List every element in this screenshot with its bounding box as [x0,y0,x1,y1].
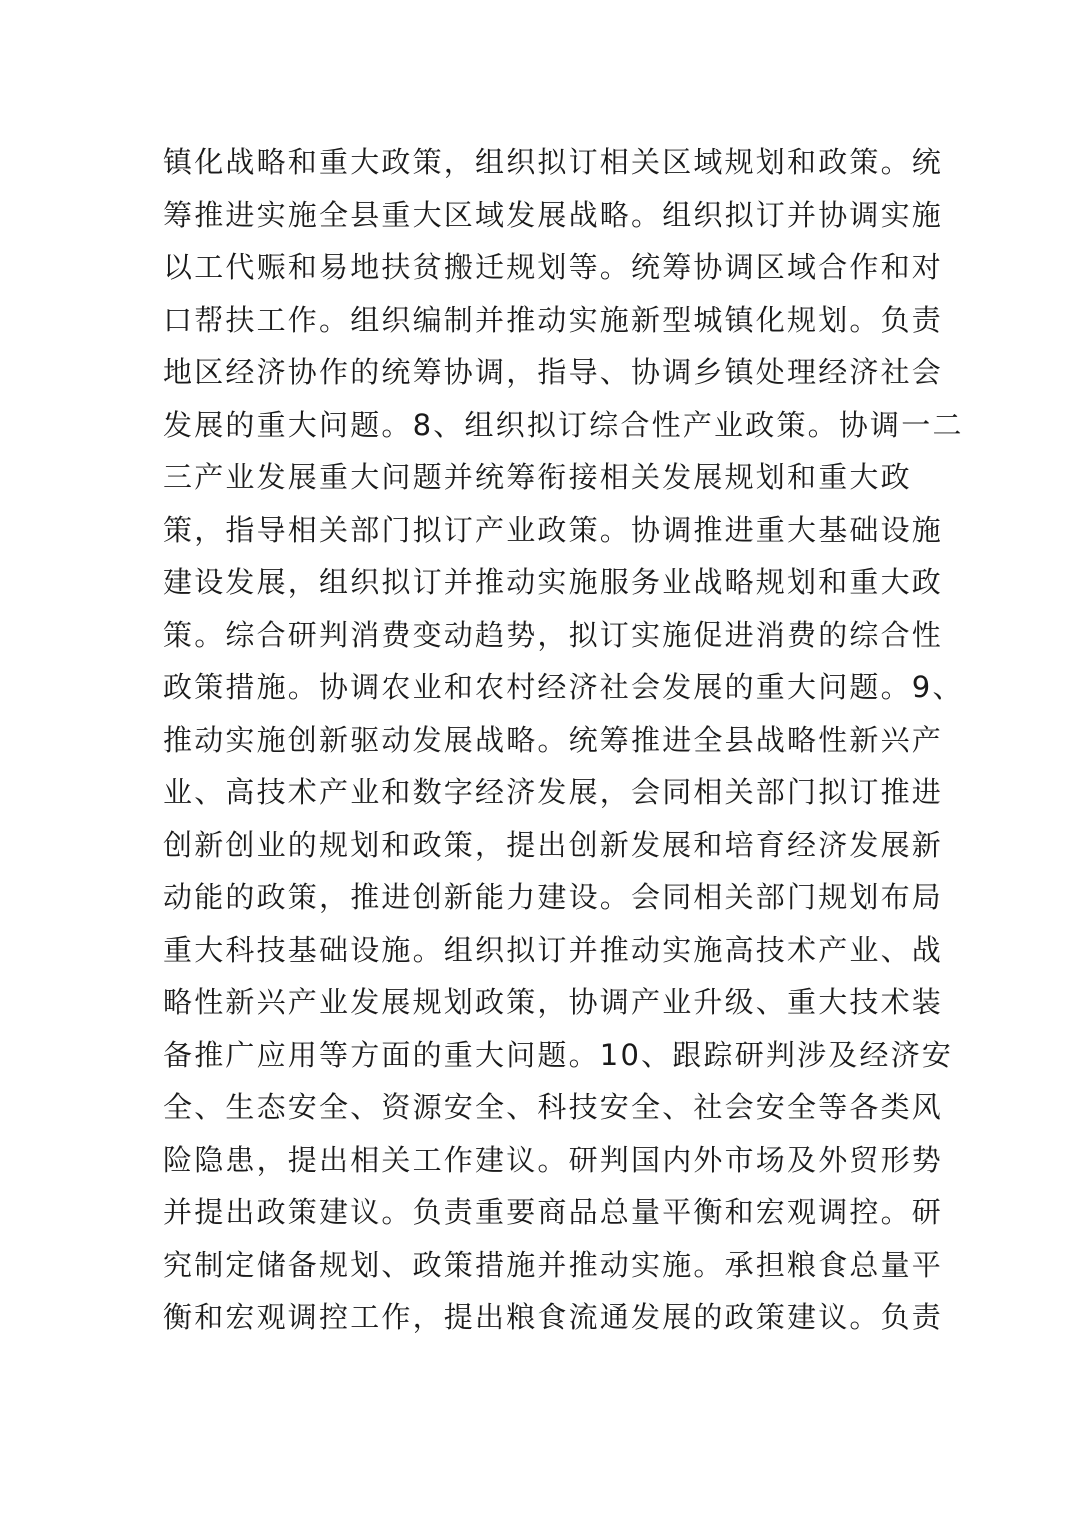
text-line: 镇化战略和重大政策，组织拟订相关区域规划和政策。统 [163,145,944,179]
text-line: 全、生态安全、资源安全、科技安全、社会安全等各类风 [163,1090,944,1124]
text-line: 重大科技基础设施。组织拟订并推动实施高技术产业、战 [163,932,944,967]
body-text [163,136,964,1344]
text-line: 建设发展，组织拟订并推动实施服务业战略规划和重大政 [163,565,944,599]
text-line: 推动实施创新驱动发展战略。统筹推进全县战略性新兴产 [163,722,944,757]
text-line: 三产业发展重大问题并统筹衔接相关发展规划和重大政 [163,460,912,494]
text-line: 发展的重大问题。8、组织拟订综合性产业政策。协调一二 [163,407,964,442]
text-line: 策，指导相关部门拟订产业政策。协调推进重大基础设施 [163,512,944,547]
text-line: 险隐患，提出相关工作建议。研判国内外市场及外贸形势 [163,1142,944,1177]
text-line: 策。综合研判消费变动趋势，拟订实施促进消费的综合性 [163,617,944,652]
text-line: 衡和宏观调控工作，提出粮食流通发展的政策建议。负责 [163,1300,944,1334]
text-line: 业、高技术产业和数字经济发展，会同相关部门拟订推进 [163,775,944,809]
text-line: 以工代赈和易地扶贫搬迁规划等。统筹协调区域合作和对 [163,250,944,284]
text-line: 并提出政策建议。负责重要商品总量平衡和宏观调控。研 [163,1195,944,1229]
text-line: 略性新兴产业发展规划政策，协调产业升级、重大技术装 [163,985,944,1019]
text-line: 口帮扶工作。组织编制并推动实施新型城镇化规划。负责 [163,302,944,337]
text-line: 究制定储备规划、政策措施并推动实施。承担粮食总量平 [163,1247,944,1282]
text-line: 地区经济协作的统筹协调，指导、协调乡镇处理经济社会 [163,355,944,389]
text-line: 筹推进实施全县重大区域发展战略。组织拟订并协调实施 [163,197,944,232]
text-line: 动能的政策，推进创新能力建设。会同相关部门规划布局 [163,880,944,914]
text-line: 政策措施。协调农业和农村经济社会发展的重大问题。9、 [163,670,964,704]
text-line: 创新创业的规划和政策，提出创新发展和培育经济发展新 [163,827,944,862]
text-line: 备推广应用等方面的重大问题。10、跟踪研判涉及经济安 [163,1037,954,1072]
